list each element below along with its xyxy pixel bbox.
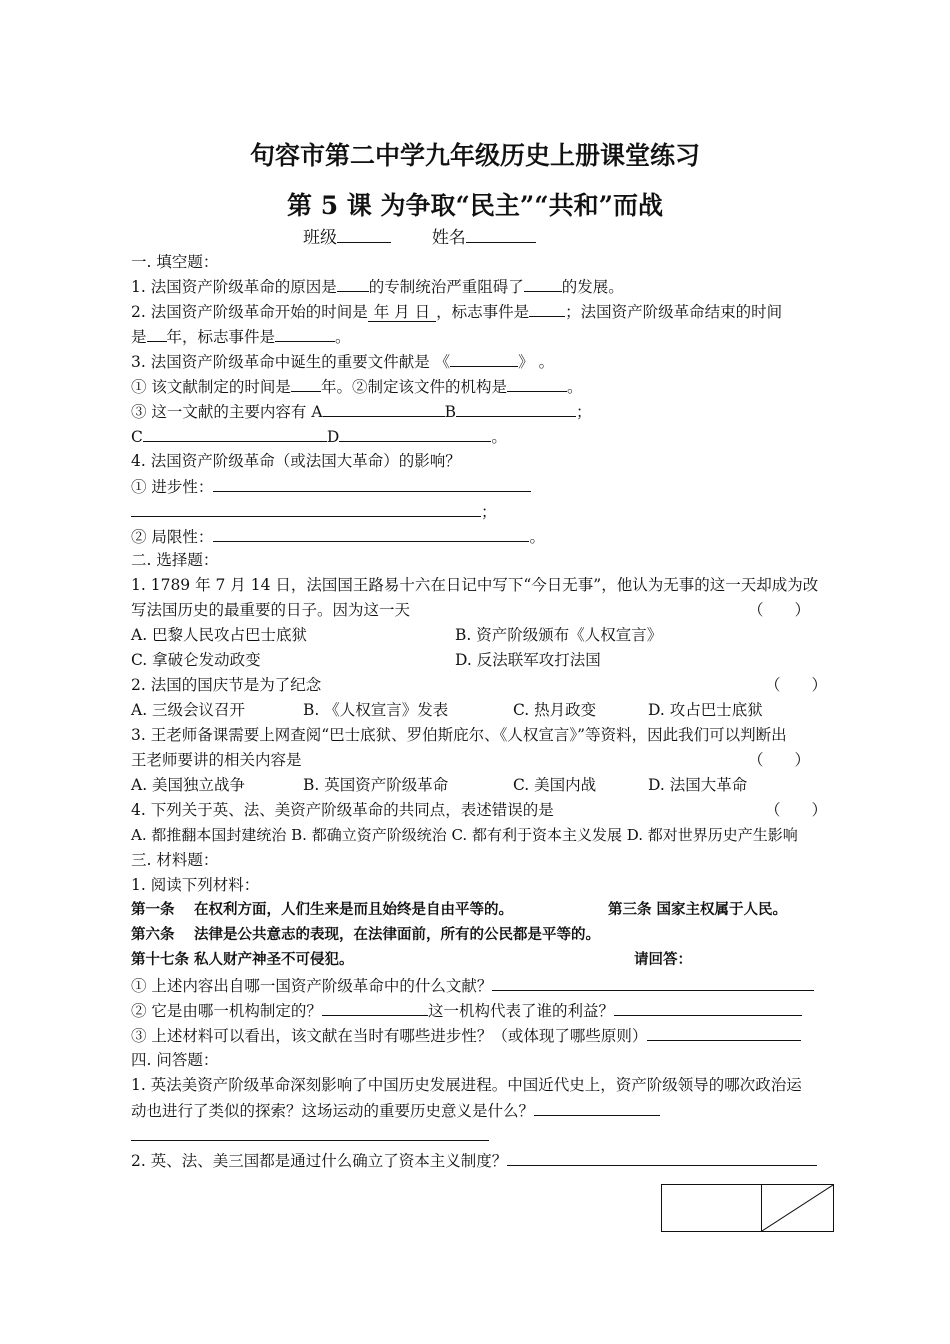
choice-q2-stem: 2. 法国的国庆节是为了纪念 <box>131 676 322 694</box>
material-article-6: 第六条 法律是公共意志的表现，在法律面前，所有的公民都是平等的。 <box>131 927 601 943</box>
score-box-diagonal <box>762 1185 833 1231</box>
choice-q3-option-c: C. 美国内战 <box>513 776 597 794</box>
choice-q1-option-d: D. 反法联军攻打法国 <box>455 651 601 669</box>
answer-blank[interactable] <box>534 1100 660 1116</box>
answer-blank[interactable] <box>507 1150 817 1166</box>
material-article-17: 第十七条 私人财产神圣不可侵犯。 <box>131 952 354 968</box>
fill-q3-sub1: ① 该文献制定的时间是 年。②制定该文件的机构是 。 <box>131 378 583 396</box>
material-q3: ③ 上述材料可以看出，该文献在当时有哪些进步性？（或体现了哪些原则） <box>131 1025 801 1046</box>
fill-q4: 4. 法国资产阶级革命（或法国大革命）的影响？ <box>131 452 461 470</box>
answer-prompt: 请回答： <box>634 952 692 968</box>
section-heading-material: 三. 材料题： <box>131 851 219 869</box>
qa-q2: 2. 英、法、美三国都是通过什么确立了资本主义制度？ <box>131 1150 817 1171</box>
choice-q3-option-b: B. 英国资产阶级革命 <box>303 776 449 794</box>
choice-q2-option-c: C. 热月政变 <box>513 701 597 719</box>
fill-q3: 3. 法国资产阶级革命中诞生的重要文件献是 《 》 。 <box>131 353 555 371</box>
fill-q1: 1. 法国资产阶级革命的原因是 的专制统治严重阻碍了 的发展。 <box>131 278 624 296</box>
answer-paren[interactable]: （ ） <box>748 601 811 619</box>
section-heading-fill: 一. 填空题： <box>131 253 219 271</box>
section-heading-choice: 二. 选择题： <box>131 551 219 569</box>
answer-blank[interactable] <box>147 326 167 342</box>
class-label: 班级 <box>303 228 337 248</box>
answer-blank[interactable] <box>131 501 481 517</box>
answer-blank[interactable] <box>322 1000 428 1016</box>
fill-q3-sub2: ③ 这一文献的主要内容有 A B ； <box>131 403 592 421</box>
choice-q2-option-b: B. 《人权宣言》发表 <box>303 701 449 719</box>
answer-blank[interactable] <box>213 526 529 542</box>
date-blank[interactable]: 年 月 日 <box>368 303 436 322</box>
material-article-1: 第一条 在权利方面，人们生来是而且始终是自由平等的。 <box>131 902 514 918</box>
choice-q1-option-c: C. 拿破仑发动政变 <box>131 651 261 669</box>
choice-q3-stem: 3. 王老师备课需要上网查阅“巴士底狱、罗伯斯庇尔、《人权宣言》”等资料，因此我们可以判断出 <box>131 726 787 744</box>
choice-q2-option-d: D. 攻占巴士底狱 <box>648 701 763 719</box>
score-box <box>661 1184 834 1232</box>
answer-blank[interactable] <box>529 301 565 317</box>
answer-blank[interactable] <box>275 326 335 342</box>
answer-paren[interactable]: （ ） <box>765 676 828 694</box>
answer-blank[interactable] <box>614 1000 802 1016</box>
answer-blank[interactable] <box>456 401 576 417</box>
fill-q2-line2: 是 年，标志事件是 。 <box>131 328 351 346</box>
answer-blank[interactable] <box>131 1125 489 1141</box>
answer-blank[interactable] <box>291 376 321 392</box>
answer-blank[interactable] <box>323 401 445 417</box>
choice-q1-stem: 1. 1789 年 7 月 14 日，法国国王路易十六在日记中写下“今日无事”，他认为无事的这一天却成为改 <box>131 576 819 594</box>
answer-paren[interactable]: （ ） <box>765 801 828 819</box>
material-q2: ② 它是由哪一机构制定的？ 这一机构代表了谁的利益？ <box>131 1000 802 1021</box>
choice-q1-option-a: A. 巴黎人民攻占巴士底狱 <box>131 626 308 644</box>
answer-blank[interactable] <box>337 276 369 292</box>
fill-q4-progress: ① 进步性： <box>131 476 531 497</box>
fill-q2-line1: 2. 法国资产阶级革命开始的时间是 年 月 日 ，标志事件是 ；法国资产阶级革命结束的时间 <box>131 303 783 321</box>
choice-q4-options: A. 都推翻本国封建统治 B. 都确立资产阶级统治 C. 都有利于资本主义发展 D. 都对世界历史产生影响 <box>131 826 798 844</box>
answer-blank[interactable] <box>492 975 814 991</box>
qa-q1-cont: 动也进行了类似的探索？这场运动的重要历史意义是什么？ <box>131 1100 660 1121</box>
choice-q4-stem: 4. 下列关于英、法、美资产阶级革命的共同点，表述错误的是 <box>131 801 554 819</box>
fill-q3-sub3: C D 。 <box>131 428 507 446</box>
answer-blank[interactable] <box>213 476 531 492</box>
answer-blank[interactable] <box>339 426 491 442</box>
choice-q3-option-d: D. 法国大革命 <box>648 776 748 794</box>
class-blank[interactable] <box>337 227 391 243</box>
choice-q3-option-a: A. 美国独立战争 <box>131 776 246 794</box>
answer-blank[interactable] <box>450 351 518 367</box>
material-article-3: 第三条 国家主权属于人民。 <box>608 902 788 918</box>
section-heading-qa: 四. 问答题： <box>131 1051 219 1069</box>
fill-q4-progress-cont: ； <box>131 501 497 522</box>
qa-q1-answer-line <box>131 1125 489 1146</box>
choice-q1-stem-cont: 写法国历史的最重要的日子。因为这一天 <box>131 601 411 619</box>
answer-blank[interactable] <box>647 1025 801 1041</box>
student-info <box>303 227 536 248</box>
lesson-title: 第 5 课 为争取“民主”“共和”而战 <box>286 191 664 220</box>
answer-blank[interactable] <box>143 426 327 442</box>
answer-blank[interactable] <box>507 376 567 392</box>
fill-q4-limits: ② 局限性： 。 <box>131 528 545 546</box>
material-intro: 1. 阅读下列材料： <box>131 876 260 894</box>
answer-blank[interactable] <box>524 276 562 292</box>
answer-paren[interactable]: （ ） <box>748 751 811 769</box>
qa-q1: 1. 英法美资产阶级革命深刻影响了中国历史发展进程。中国近代史上，资产阶级领导的哪次政治运 <box>131 1076 802 1094</box>
choice-q2-option-a: A. 三级会议召开 <box>131 701 246 719</box>
page-title: 句容市第二中学九年级历史上册课堂练习 <box>249 141 700 170</box>
choice-q1-option-b: B. 资产阶级颁布《人权宣言》 <box>455 626 663 644</box>
name-label: 姓名 <box>431 228 466 248</box>
material-q1: ① 上述内容出自哪一国资产阶级革命中的什么文献？ <box>131 975 814 996</box>
choice-q3-stem-cont: 王老师要讲的相关内容是 <box>131 751 302 769</box>
name-blank[interactable] <box>466 227 536 243</box>
